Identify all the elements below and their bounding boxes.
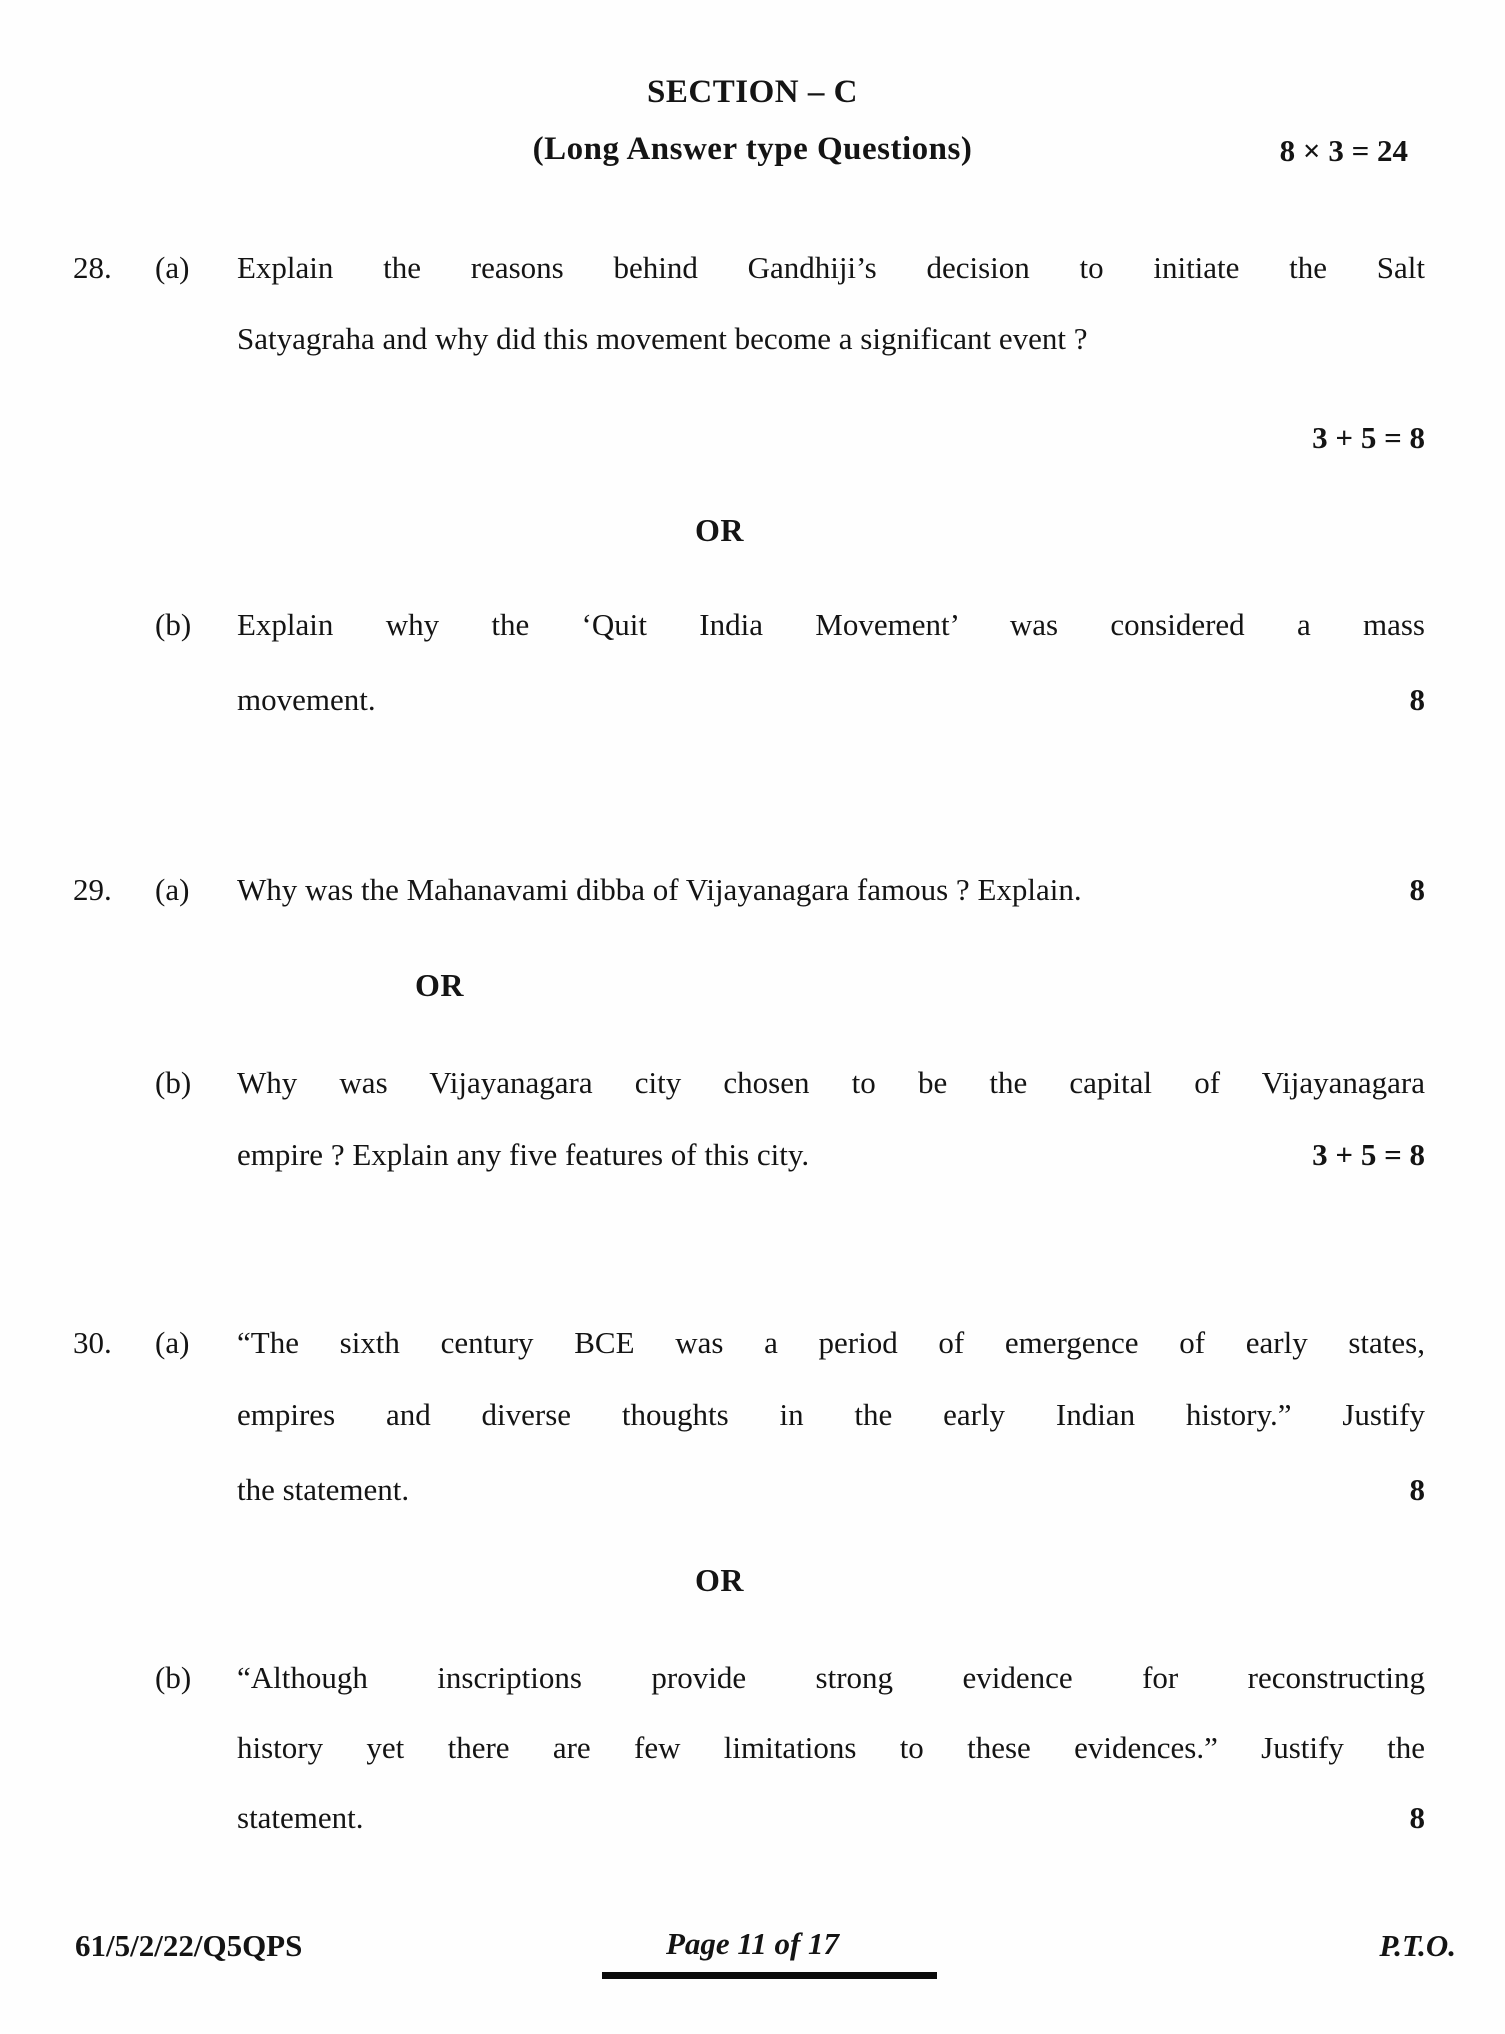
- question-29a-text: Why was the Mahanavami dibba of Vijayanagara famous ? Explain.: [237, 872, 1082, 907]
- question-29b-line2-row: [237, 1137, 1425, 1173]
- question-28a-line1: Explain the reasons behind Gandhiji’s decision to initiate the Salt: [237, 250, 1425, 285]
- footer-paper-code: 61/5/2/22/Q5QPS: [75, 1928, 303, 1963]
- question-30b-line2: history yet there are few limitations to these evidences.” Justify the: [237, 1730, 1425, 1765]
- question-29a-row: [237, 872, 1425, 908]
- question-28a-marks: 3 + 5 = 8: [1312, 420, 1425, 455]
- question-29a-marks: 8: [1409, 872, 1425, 907]
- question-28b-label: (b): [155, 607, 192, 642]
- question-28b-marks: 8: [1409, 682, 1425, 717]
- question-29b-line2: empire ? Explain any five features of this city.: [237, 1137, 810, 1172]
- question-30a-line2: empires and diverse thoughts in the early Indian history.” Justify: [237, 1397, 1425, 1432]
- question-28a-label: (a): [155, 250, 190, 285]
- question-30b-label: (b): [155, 1660, 192, 1695]
- question-29b-marks: 3 + 5 = 8: [1312, 1137, 1425, 1172]
- footer-pto-label: P.T.O.: [1379, 1928, 1456, 1963]
- question-29b-line1: Why was Vijayanagara city chosen to be the capital of Vijayanagara: [237, 1065, 1425, 1100]
- question-30b-line3: statement.: [237, 1800, 364, 1835]
- footer-page-underline: [602, 1972, 937, 1979]
- question-29b-label: (b): [155, 1065, 192, 1100]
- question-28-or-divider: OR: [695, 512, 744, 548]
- section-title: SECTION – C: [647, 74, 858, 110]
- question-30a-marks: 8: [1409, 1472, 1425, 1507]
- question-29a-label: (a): [155, 872, 190, 907]
- question-30-or-divider: OR: [695, 1562, 744, 1598]
- question-28b-line2: movement.: [237, 682, 376, 717]
- question-28-number: 28.: [73, 250, 112, 285]
- question-29-or-divider: OR: [415, 967, 464, 1003]
- question-28a-line2: Satyagraha and why did this movement become a significant event ?: [237, 321, 1088, 356]
- question-30a-line1: “The sixth century BCE was a period of emergence of early states,: [237, 1325, 1425, 1360]
- question-30a-label: (a): [155, 1325, 190, 1360]
- question-28b-line1: Explain why the ‘Quit India Movement’ was considered a mass: [237, 607, 1425, 642]
- question-30a-line3: the statement.: [237, 1472, 410, 1507]
- section-marks-formula: 8 × 3 = 24: [1279, 133, 1408, 168]
- question-28b-line2-row: [237, 682, 1425, 718]
- question-30a-line3-row: [237, 1472, 1425, 1508]
- question-30b-line3-row: [237, 1800, 1425, 1836]
- question-29-number: 29.: [73, 872, 112, 907]
- question-30b-line1: “Although inscriptions provide strong evidence for reconstructing: [237, 1660, 1425, 1695]
- footer-page-number: Page 11 of 17: [665, 1926, 840, 1961]
- section-subtitle: (Long Answer type Questions): [532, 131, 973, 167]
- question-30-number: 30.: [73, 1325, 112, 1360]
- question-30b-marks: 8: [1409, 1800, 1425, 1835]
